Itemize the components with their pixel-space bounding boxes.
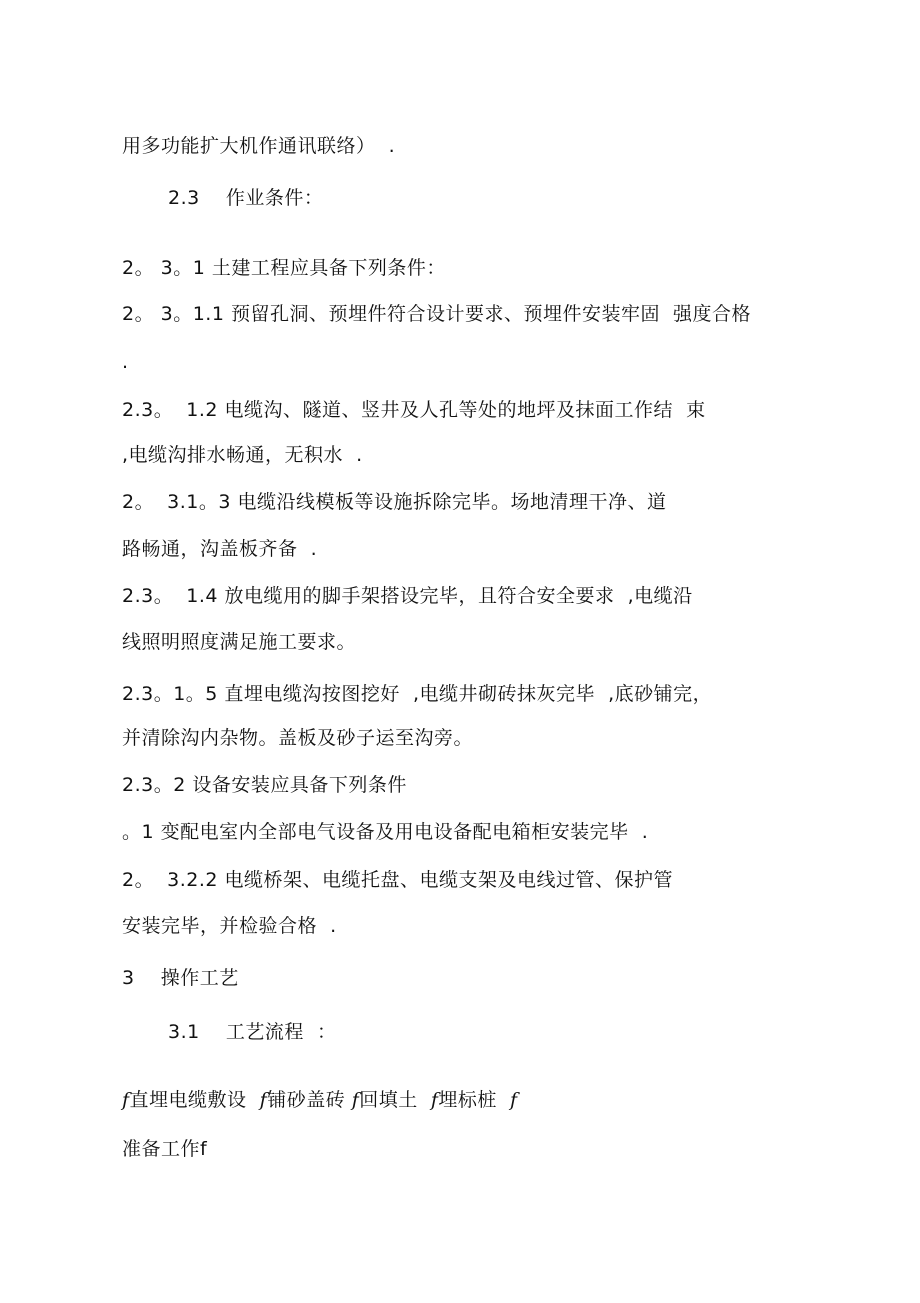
text-line: 2.3。2 设备安装应具备下列条件 [122, 774, 407, 796]
text-line: 安装完毕，并检验合格 . [122, 915, 337, 937]
text-line: 2。 3。1.1 预留孔洞、预埋件符合设计要求、预埋件安装牢固 强度合格 [122, 303, 752, 325]
flow-step: 埋标桩 [438, 1089, 511, 1111]
text-line: 。1 变配电室内全部电气设备及用电设备配电箱柜安装完毕 . [122, 821, 649, 843]
flow-step: 回填土 [359, 1089, 431, 1111]
flow-arrow-glyph: f [259, 1089, 268, 1111]
flow-arrow-glyph: f [430, 1089, 439, 1111]
flow-arrow-glyph: f [122, 1089, 130, 1111]
text-line: 用多功能扩大机作通讯联络） . [122, 135, 396, 157]
text-line: . [122, 351, 129, 373]
text-line: 线照明照度满足施工要求。 [122, 631, 357, 653]
text-line: 2。 3.1。3 电缆沿线模板等设施拆除完毕。场地清理干净、道 [122, 491, 667, 513]
flow-step: 直埋电缆敷设 [129, 1089, 260, 1111]
flow-arrow-glyph: f [351, 1089, 360, 1111]
text-line: 2.3。 1.4 放电缆用的脚手架搭设完毕，且符合安全要求 ,电缆沿 [122, 585, 693, 607]
text-line: 2.3。 1.2 电缆沟、隧道、竖井及人孔等处的地坪及抹面工作结 束 [122, 399, 706, 421]
text-line: 路畅通，沟盖板齐备 . [122, 538, 318, 560]
text-line: 2。 3。1 土建工程应具备下列条件： [122, 257, 446, 279]
subsection-heading: 3.1 工艺流程 ： [168, 1021, 337, 1043]
section-heading: 3 操作工艺 [122, 967, 239, 989]
process-flow-line [122, 1088, 518, 1112]
text-line: ,电缆沟排水畅通，无积水 . [122, 444, 363, 466]
text-line: 2。 3.2.2 电缆桥架、电缆托盘、电缆支架及电线过管、保护管 [122, 869, 674, 891]
text-line: 并清除沟内杂物。盖板及砂子运至沟旁。 [122, 727, 474, 749]
flow-arrow-glyph: f [510, 1089, 518, 1111]
section-heading: 2.3 作业条件： [168, 187, 324, 209]
flow-step: 铺砂盖砖 [267, 1089, 352, 1111]
text-line: 2.3。1。5 直埋电缆沟按图挖好 ,电缆井砌砖抹灰完毕 ,底砂铺完， [122, 683, 713, 705]
process-flow-start: 准备工作f [122, 1138, 208, 1160]
